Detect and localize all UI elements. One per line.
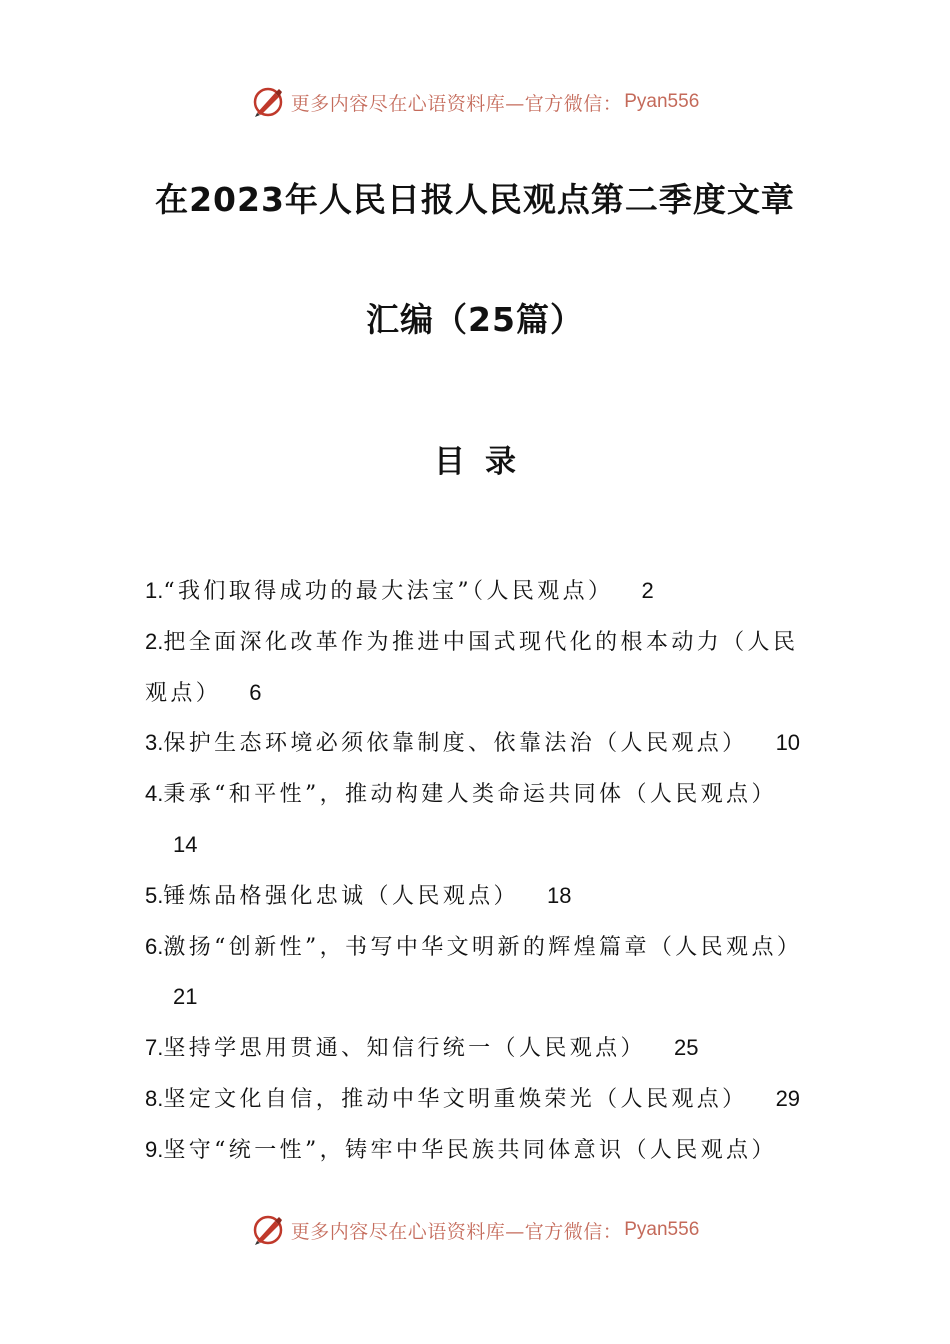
toc-entry-page: 2 bbox=[641, 578, 654, 603]
toc-entry-number: 6. bbox=[145, 933, 164, 959]
toc-entry-title: 把全面深化改革作为推进中国式现代化的根本动力（人民观点） bbox=[145, 629, 799, 706]
toc-entry-5[interactable] bbox=[145, 871, 810, 922]
toc-entry-number: 3. bbox=[145, 730, 164, 756]
toc-heading: 目录 bbox=[434, 444, 536, 480]
toc-entry-number: 9. bbox=[145, 1136, 164, 1162]
watermark-wechat-id: Pyan556 bbox=[624, 91, 700, 112]
toc-entry-number: 8. bbox=[145, 1085, 164, 1111]
toc-entry-page: 18 bbox=[546, 882, 572, 908]
toc-entry-page: 25 bbox=[673, 1035, 699, 1061]
toc-entry-7[interactable] bbox=[145, 1023, 810, 1074]
toc-entry-1[interactable] bbox=[145, 566, 810, 617]
toc-entry-8[interactable] bbox=[145, 1074, 810, 1125]
toc-entry-page: 10 bbox=[775, 730, 801, 756]
toc-entry-number: 1. bbox=[145, 578, 164, 603]
toc-entry-3[interactable] bbox=[145, 718, 810, 769]
toc-entry-title: 坚守“统一性”，铸牢中华民族共同体意识（人民观点） bbox=[163, 1137, 777, 1163]
toc-entry-number: 2. bbox=[145, 628, 164, 654]
toc-entry-page: 21 bbox=[173, 984, 198, 1010]
toc-entry-title: 锤炼品格强化忠诚（人民观点） bbox=[163, 883, 519, 909]
document-title-line-2: 汇编（25篇） bbox=[366, 300, 584, 339]
document-title-line-1: 在2023年人民日报人民观点第二季度文章 bbox=[155, 180, 795, 219]
toc-entry-title: 激扬“创新性”，书写中华文明新的辉煌篇章（人民观点） bbox=[163, 934, 803, 960]
watermark-text: 更多内容尽在心语资料库—官方微信： bbox=[290, 1220, 623, 1243]
toc-entry-page: 6 bbox=[249, 679, 262, 705]
toc-entry-page: 14 bbox=[173, 831, 198, 857]
toc-entry-number: 5. bbox=[145, 882, 164, 908]
header-watermark bbox=[0, 82, 950, 122]
toc-entry-2[interactable] bbox=[145, 617, 810, 719]
footer-watermark bbox=[0, 1210, 950, 1250]
pen-logo-icon bbox=[251, 85, 285, 119]
toc-entry-title: 秉承“和平性”，推动构建人类命运共同体（人民观点） bbox=[163, 782, 777, 808]
toc-entry-title: 保护生态环境必须依靠制度、依靠法治（人民观点） bbox=[163, 731, 748, 757]
toc-entry-6[interactable] bbox=[145, 922, 810, 1024]
toc-entry-number: 7. bbox=[145, 1035, 164, 1061]
toc-entry-title: 坚持学思用贯通、知信行统一（人民观点） bbox=[163, 1036, 646, 1062]
toc-entry-title: “我们取得成功的最大法宝”（人民观点） bbox=[163, 579, 614, 604]
watermark-wechat-id: Pyan556 bbox=[624, 1219, 700, 1240]
pen-logo-icon bbox=[251, 1213, 285, 1247]
toc-entry-page: 29 bbox=[775, 1085, 801, 1111]
toc-entry-9[interactable] bbox=[145, 1125, 810, 1176]
toc-entry-4[interactable] bbox=[145, 769, 810, 871]
table-of-contents bbox=[145, 566, 810, 1176]
toc-entry-number: 4. bbox=[145, 781, 164, 807]
toc-entry-title: 坚定文化自信，推动中华文明重焕荣光（人民观点） bbox=[163, 1086, 748, 1112]
watermark-text: 更多内容尽在心语资料库—官方微信： bbox=[290, 92, 623, 115]
